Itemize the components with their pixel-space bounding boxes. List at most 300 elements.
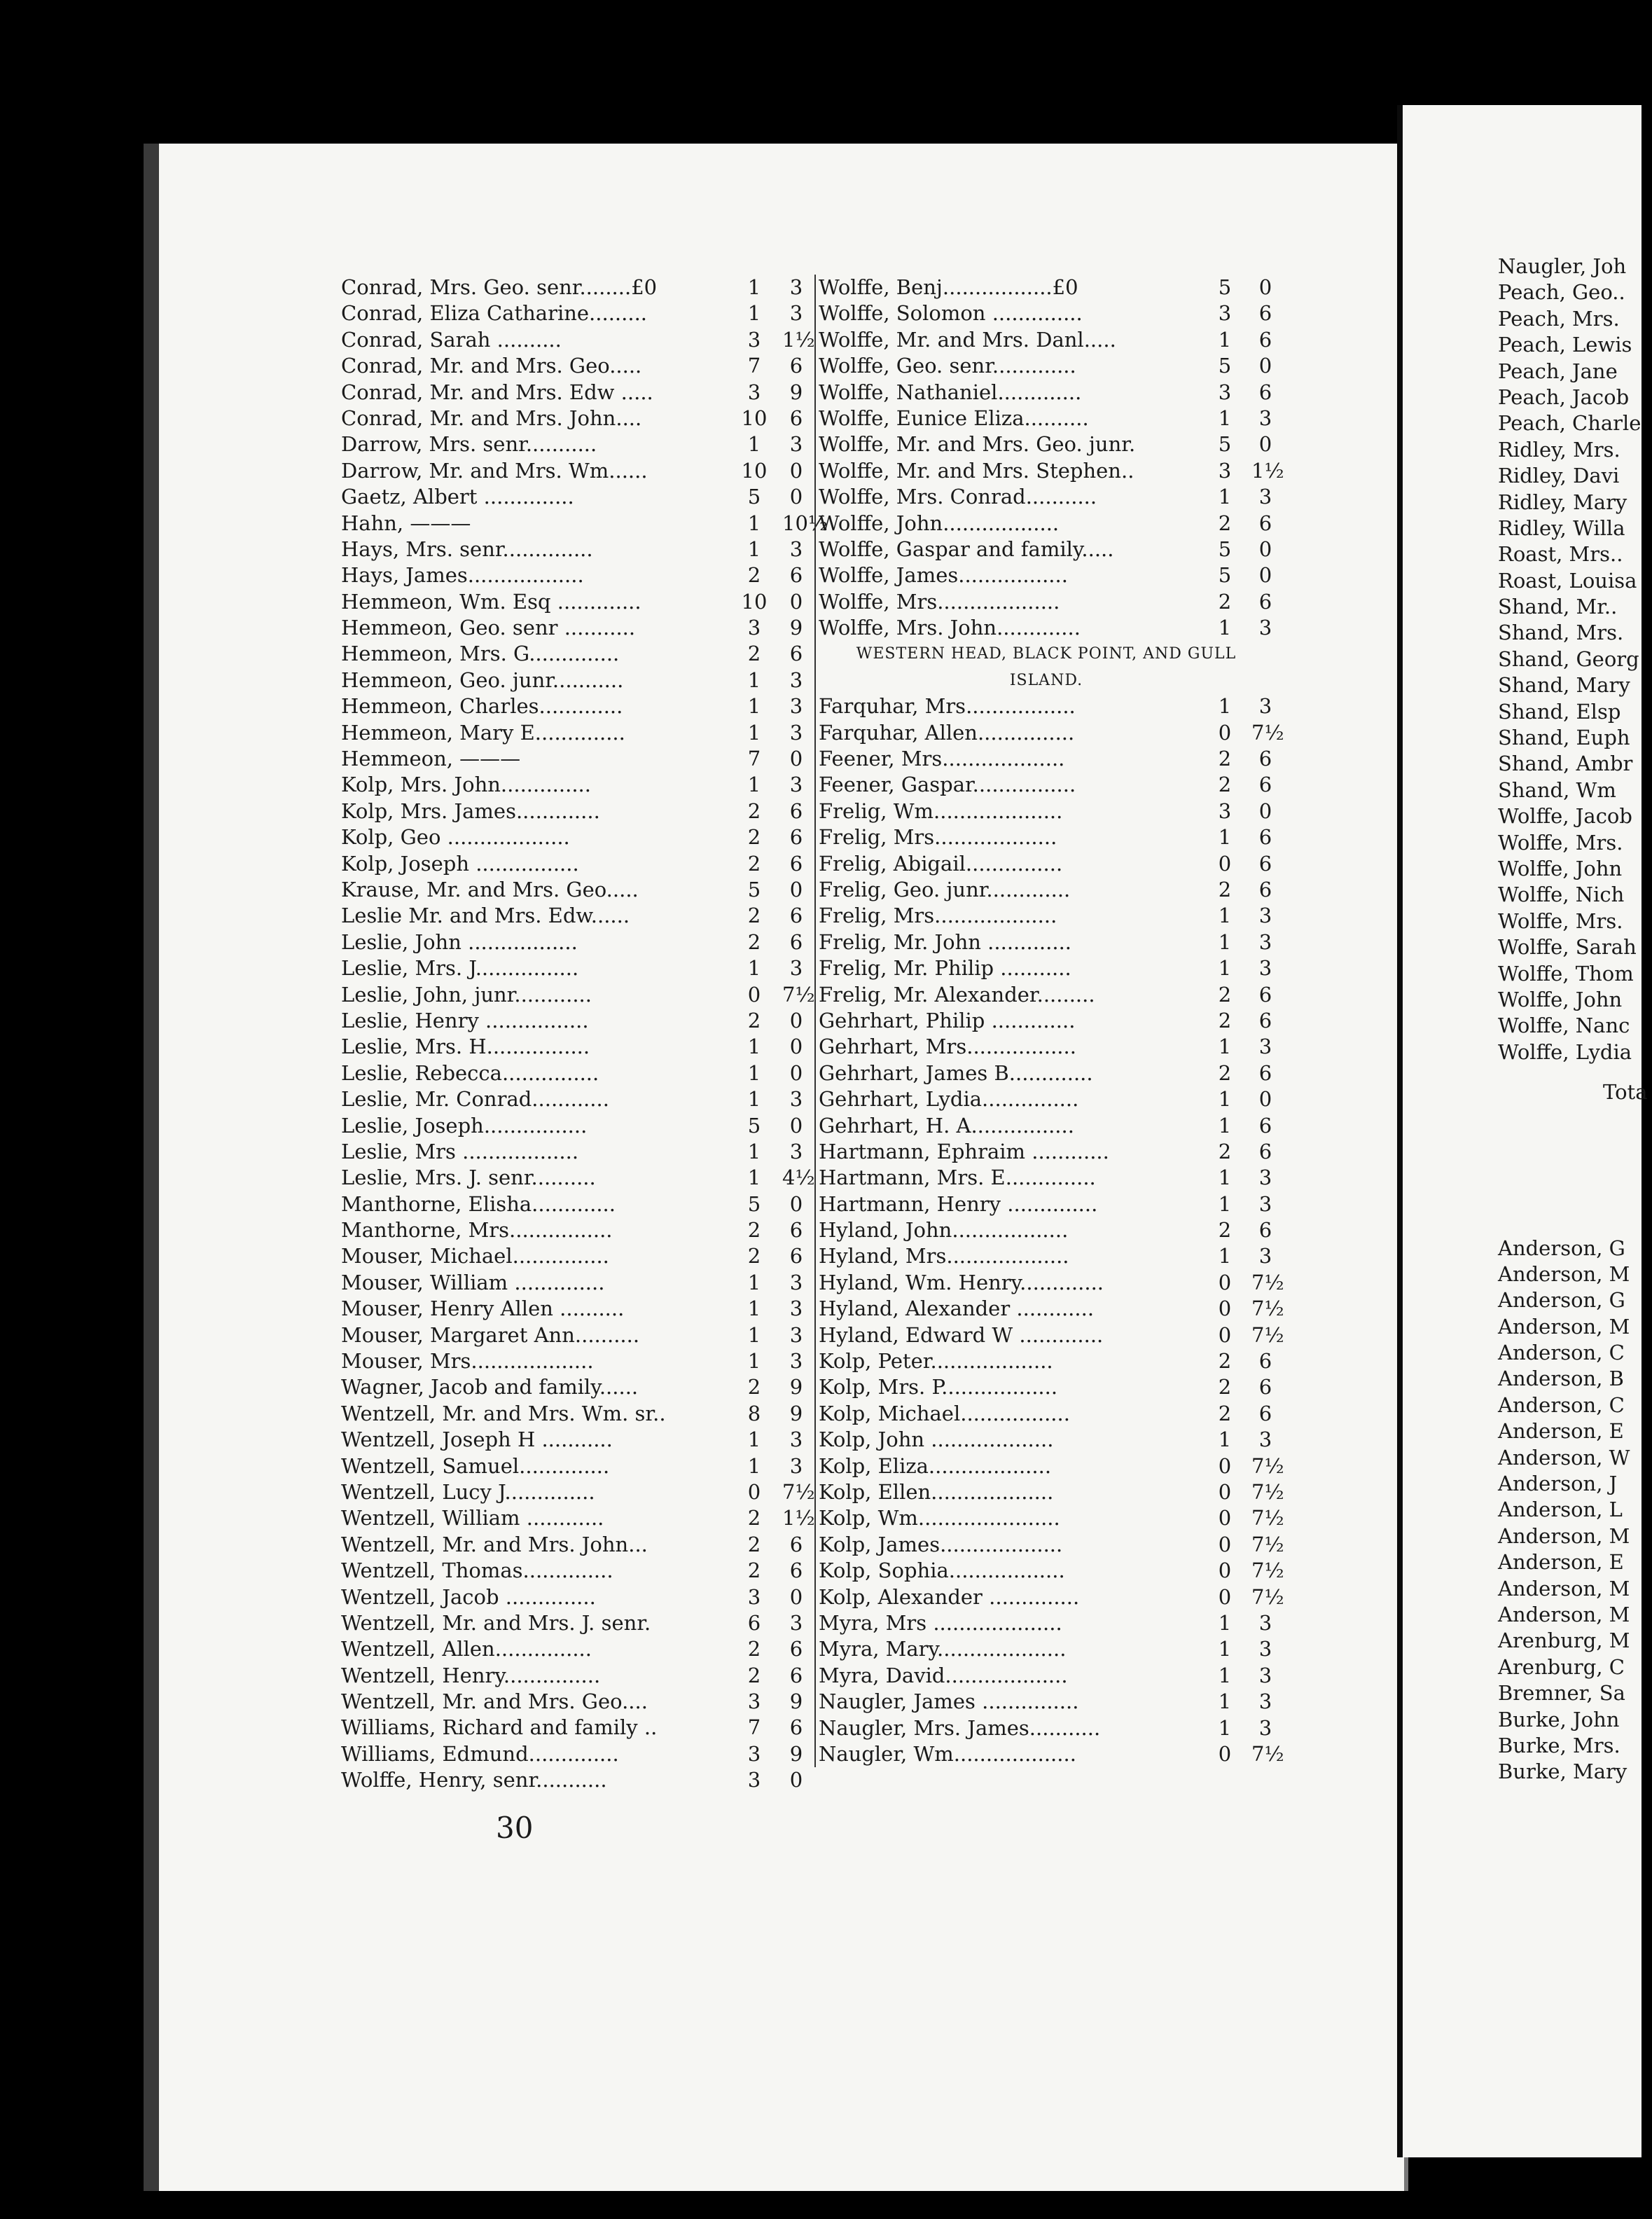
- facing-page-entry: Shand, Mary: [1498, 673, 1630, 698]
- subscriber-name: Conrad, Mrs. Geo. senr........£0: [341, 275, 658, 299]
- amount-shillings: 1: [1218, 825, 1232, 850]
- amount-pence: 3: [789, 1322, 803, 1347]
- amount-pence: 6: [789, 1218, 803, 1243]
- amount-shillings: 1: [1218, 1035, 1232, 1059]
- amount-shillings: 7: [747, 354, 761, 378]
- amount-shillings: 1: [1218, 904, 1232, 928]
- facing-page-entry: Shand, Mrs.: [1498, 621, 1624, 645]
- subscriber-name: Kolp, Michael.................: [819, 1401, 1070, 1425]
- spacer: [1498, 1106, 1652, 1236]
- amount-pence: 3: [789, 1610, 803, 1635]
- amount-shillings: 5: [747, 877, 761, 901]
- amount-pence: 0: [789, 1191, 803, 1216]
- amount-pence: 6: [789, 354, 803, 378]
- amount-shillings: 0: [1218, 1506, 1232, 1530]
- amount-shillings: 0: [747, 1479, 761, 1504]
- subscriber-name: Feener, Gaspar................: [819, 773, 1076, 797]
- amount-shillings: 1: [747, 1166, 761, 1190]
- amount-pence: 6: [1258, 1401, 1272, 1425]
- amount-shillings: 1: [747, 694, 761, 719]
- list-item: [819, 772, 1274, 798]
- facing-page-entry: Anderson, J: [1498, 1472, 1618, 1496]
- list-item: [819, 1348, 1274, 1374]
- amount-pence: 6: [1258, 1139, 1272, 1163]
- amount-pence: 3: [789, 1428, 803, 1452]
- amount-shillings: 5: [1218, 354, 1232, 378]
- subscriber-name: Darrow, Mr. and Mrs. Wm......: [341, 458, 648, 483]
- amount-shillings: 1: [747, 1322, 761, 1347]
- list-item: [819, 1505, 1284, 1531]
- subscriber-name: Myra, David...................: [819, 1663, 1068, 1687]
- amount-pence: 3: [789, 668, 803, 692]
- subscriber-name: Wolffe, Eunice Eliza..........: [819, 406, 1089, 430]
- amount-pence: 6: [789, 799, 803, 823]
- amount-shillings: 2: [1218, 511, 1232, 535]
- amount-shillings: 8: [747, 1401, 761, 1425]
- subscriber-name: Wentzell, Mr. and Mrs. John...: [341, 1532, 648, 1556]
- list-item: [819, 1453, 1284, 1479]
- amount-pence: 0: [1258, 563, 1272, 588]
- amount-pence: 6: [789, 642, 803, 666]
- amount-pence: 3: [789, 537, 803, 561]
- amount-pence: 1½: [1251, 458, 1284, 483]
- subscriber-name: Gehrhart, H. A................: [819, 1113, 1074, 1138]
- list-item: [819, 982, 1274, 1008]
- subscriber-name: Wolffe, Benj.................£0: [819, 275, 1078, 299]
- amount-shillings: 1: [1218, 1663, 1232, 1687]
- amount-shillings: 1: [747, 1349, 761, 1374]
- subscriber-name: Leslie, Rebecca...............: [341, 1060, 599, 1085]
- amount-shillings: 1: [1218, 1610, 1232, 1635]
- amount-shillings: 2: [747, 563, 761, 588]
- amount-shillings: 1: [1218, 1087, 1232, 1112]
- amount-pence: 3: [789, 1139, 803, 1163]
- facing-page-entry: Shand, Elsp: [1498, 699, 1621, 724]
- amount-pence: 0: [789, 1060, 803, 1085]
- list-item: [819, 1479, 1284, 1505]
- list-item: [819, 327, 1274, 353]
- amount-pence: 0: [789, 1768, 803, 1792]
- amount-shillings: 2: [1218, 982, 1232, 1007]
- subscriber-name: Kolp, Mrs. James.............: [341, 799, 600, 823]
- amount-pence: 3: [789, 1087, 803, 1112]
- amount-shillings: 1: [1218, 1113, 1232, 1138]
- amount-shillings: 0: [1218, 1532, 1232, 1556]
- facing-page-entry: Shand, Wm: [1498, 777, 1616, 802]
- facing-page-entry: Burke, Mary: [1498, 1760, 1627, 1784]
- amount-pence: 7½: [1251, 1506, 1284, 1530]
- subscriber-name: Wolffe, Mr. and Mrs. Stephen..: [819, 458, 1134, 483]
- amount-shillings: 1: [747, 668, 761, 692]
- amount-shillings: 2: [747, 1663, 761, 1687]
- amount-shillings: 2: [747, 1532, 761, 1556]
- subscriber-name: Frelig, Mrs...................: [819, 904, 1057, 928]
- list-item: [819, 1191, 1274, 1217]
- facing-page-entry: Anderson, G: [1498, 1236, 1625, 1260]
- amount-shillings: 0: [1218, 1558, 1232, 1583]
- amount-shillings: 1: [1218, 1166, 1232, 1190]
- amount-shillings: 0: [1218, 851, 1232, 876]
- list-item: [819, 1741, 1284, 1767]
- amount-pence: 6: [1258, 327, 1272, 352]
- amount-shillings: 2: [747, 1008, 761, 1032]
- facing-page-entry: Burke, Mrs.: [1498, 1733, 1620, 1757]
- amount-shillings: 1: [747, 301, 761, 326]
- facing-page-entry: Wolffe, Nanc: [1498, 1014, 1630, 1038]
- list-item: [819, 877, 1274, 903]
- amount-pence: 7½: [1251, 720, 1284, 745]
- amount-shillings: 1: [1218, 327, 1232, 352]
- amount-shillings: 5: [1218, 432, 1232, 457]
- list-item: [819, 537, 1274, 562]
- amount-pence: 3: [789, 1349, 803, 1374]
- amount-shillings: 0: [1218, 1479, 1232, 1504]
- amount-shillings: 10: [741, 589, 768, 614]
- amount-pence: 0: [789, 458, 803, 483]
- subscriber-name: Naugler, James ...............: [819, 1689, 1079, 1714]
- amount-shillings: 0: [1218, 1584, 1232, 1609]
- facing-page-entry: Anderson, M: [1498, 1314, 1630, 1339]
- subscriber-name: Frelig, Mrs...................: [819, 825, 1057, 850]
- amount-pence: 3: [789, 1297, 803, 1321]
- subscriber-name: Wagner, Jacob and family......: [341, 1375, 639, 1399]
- list-item: [819, 1401, 1274, 1427]
- subscriber-name: Kolp, John ...................: [819, 1428, 1054, 1452]
- amount-shillings: 1: [1218, 1244, 1232, 1269]
- amount-shillings: 0: [747, 982, 761, 1007]
- subscriber-name: Frelig, Mr. Alexander.........: [819, 982, 1095, 1007]
- list-item: [819, 1008, 1274, 1034]
- list-item: [819, 1060, 1274, 1086]
- subscriber-name: Wentzell, Jacob ..............: [341, 1584, 596, 1609]
- amount-shillings: 1: [747, 537, 761, 561]
- amount-shillings: 1: [747, 511, 761, 535]
- amount-shillings: 2: [1218, 1060, 1232, 1085]
- amount-shillings: 2: [1218, 1375, 1232, 1399]
- list-item: [819, 615, 1274, 641]
- list-item: [819, 799, 1274, 824]
- list-item: [819, 353, 1274, 379]
- amount-pence: 3: [1258, 616, 1272, 640]
- amount-shillings: 10: [741, 458, 768, 483]
- facing-page-entry: Peach, Jane: [1498, 359, 1618, 383]
- subscriber-name: Mouser, Henry Allen ..........: [341, 1297, 625, 1321]
- amount-pence: 0: [1258, 275, 1272, 299]
- amount-shillings: 1: [747, 1428, 761, 1452]
- subscriber-name: Leslie, Henry ................: [341, 1008, 589, 1032]
- facing-page-entry: Peach, Geo..: [1498, 280, 1625, 305]
- list-item: [819, 903, 1274, 929]
- amount-pence: 7½: [1251, 1479, 1284, 1504]
- amount-shillings: 2: [1218, 1218, 1232, 1243]
- amount-pence: 6: [789, 406, 803, 430]
- subscriber-name: Leslie, Mrs. J. senr..........: [341, 1166, 596, 1190]
- facing-page-entry: Arenburg, M: [1498, 1629, 1630, 1653]
- subscriber-name: Hyland, Mrs...................: [819, 1244, 1069, 1269]
- amount-shillings: 2: [747, 1218, 761, 1243]
- amount-pence: 9: [789, 380, 803, 404]
- amount-shillings: 1: [1218, 616, 1232, 640]
- amount-pence: 0: [789, 1113, 803, 1138]
- amount-pence: 9: [789, 1375, 803, 1399]
- list-item: [819, 1165, 1274, 1191]
- subscriber-name: Wolffe, Solomon ..............: [819, 301, 1083, 326]
- subscriber-name: Wolffe, Gaspar and family.....: [819, 537, 1114, 561]
- list-item: [819, 929, 1274, 955]
- subscriber-name: Hartmann, Mrs. E..............: [819, 1166, 1096, 1190]
- facing-page-entry: Roast, Mrs..: [1498, 542, 1623, 567]
- facing-page-entry: Ridley, Mrs.: [1498, 437, 1620, 462]
- facing-page-entry: Anderson, C: [1498, 1392, 1625, 1417]
- page-number: 30: [496, 1811, 534, 1845]
- facing-page-entry: Wolffe, Lydia: [1498, 1039, 1632, 1064]
- subscriber-name: Frelig, Wm....................: [819, 799, 1063, 823]
- subscriber-name: Wolffe, Henry, senr...........: [341, 1768, 607, 1792]
- subscriber-name: Hemmeon, Wm. Esq .............: [341, 589, 641, 614]
- subscriber-name: Kolp, Alexander ..............: [819, 1584, 1080, 1609]
- subscriber-name: Wolffe, Mrs. Conrad...........: [819, 485, 1097, 509]
- amount-pence: 3: [1258, 1244, 1272, 1269]
- amount-shillings: 2: [747, 1244, 761, 1269]
- amount-pence: 7½: [1251, 1741, 1284, 1766]
- amount-shillings: 1: [1218, 1428, 1232, 1452]
- facing-page-entry: Peach, Charle: [1498, 411, 1641, 436]
- amount-pence: 6: [1258, 851, 1272, 876]
- list-item: [819, 1243, 1274, 1269]
- amount-pence: 7½: [1251, 1297, 1284, 1321]
- subscriber-name: Mouser, Mrs...................: [341, 1349, 594, 1374]
- amount-shillings: 3: [1218, 799, 1232, 823]
- amount-shillings: 1: [747, 432, 761, 457]
- amount-pence: 3: [1258, 1191, 1272, 1216]
- amount-pence: 6: [1258, 825, 1272, 850]
- amount-shillings: 3: [747, 616, 761, 640]
- subscriber-name: Hemmeon, Charles.............: [341, 694, 623, 719]
- amount-shillings: 7: [747, 1715, 761, 1740]
- amount-pence: 7½: [1251, 1322, 1284, 1347]
- amount-pence: 0: [789, 1008, 803, 1032]
- subscriber-name: Wentzell, Samuel..............: [341, 1453, 610, 1478]
- amount-shillings: 1: [1218, 929, 1232, 954]
- amount-pence: 0: [789, 485, 803, 509]
- list-item: [819, 458, 1284, 484]
- subscriber-name: Leslie, Mrs. J................: [341, 956, 579, 981]
- amount-pence: 3: [789, 956, 803, 981]
- subscriber-name: Wolffe, Geo. senr.............: [819, 354, 1076, 378]
- list-item: [819, 1584, 1284, 1610]
- amount-shillings: 1: [747, 1297, 761, 1321]
- subscriber-name: Kolp, Mrs. John..............: [341, 773, 591, 797]
- facing-page-entry: Anderson, C: [1498, 1341, 1625, 1365]
- amount-pence: 0: [1258, 354, 1272, 378]
- amount-shillings: 0: [1218, 1322, 1232, 1347]
- amount-shillings: 5: [1218, 537, 1232, 561]
- subscriber-name: Hartmann, Henry ..............: [819, 1191, 1098, 1216]
- facing-page-column: [1498, 254, 1652, 1785]
- amount-pence: 7½: [782, 982, 815, 1007]
- list-item: [819, 824, 1274, 850]
- facing-page-entry: Wolffe, Thom: [1498, 961, 1634, 986]
- facing-page-entry: Anderson, G: [1498, 1288, 1625, 1313]
- amount-shillings: 3: [747, 380, 761, 404]
- facing-page-entry: Shand, Euph: [1498, 726, 1630, 750]
- amount-pence: 9: [789, 616, 803, 640]
- amount-shillings: 1: [747, 956, 761, 981]
- amount-pence: 3: [789, 301, 803, 326]
- amount-shillings: 1: [1218, 485, 1232, 509]
- subscriber-name: Kolp, Peter...................: [819, 1349, 1053, 1374]
- subscriber-name: Hemmeon, Geo. senr ...........: [341, 616, 636, 640]
- list-item: [819, 1322, 1284, 1348]
- facing-page-entry: Arenburg, C: [1498, 1654, 1625, 1679]
- amount-shillings: 2: [747, 799, 761, 823]
- amount-pence: 0: [1258, 799, 1272, 823]
- subscriber-name: Hyland, Edward W .............: [819, 1322, 1104, 1347]
- subscriber-name: Leslie, Mrs ..................: [341, 1139, 579, 1163]
- amount-pence: 6: [789, 1663, 803, 1687]
- list-item: [819, 1296, 1284, 1322]
- subscriber-name: Naugler, Wm...................: [819, 1741, 1076, 1766]
- amount-pence: 6: [1258, 1349, 1272, 1374]
- amount-shillings: 2: [747, 1506, 761, 1530]
- subscriber-name: Hemmeon, ———: [341, 747, 521, 771]
- amount-pence: 1½: [782, 327, 815, 352]
- list-item: [819, 1139, 1274, 1165]
- subscriber-name: Frelig, Mr. Philip ...........: [819, 956, 1071, 981]
- amount-shillings: 1: [747, 773, 761, 797]
- amount-pence: 6: [1258, 1375, 1272, 1399]
- subscriber-name: Hyland, John..................: [819, 1218, 1069, 1243]
- facing-page-entry: Wolffe, Mrs.: [1498, 830, 1623, 855]
- amount-pence: 3: [1258, 1166, 1272, 1190]
- list-item: [819, 746, 1274, 772]
- list-item: [819, 955, 1274, 981]
- amount-pence: 7½: [1251, 1584, 1284, 1609]
- list-item: [819, 589, 1274, 615]
- subscription-list-right-column: [814, 275, 1284, 1767]
- amount-pence: 6: [789, 1244, 803, 1269]
- amount-pence: 6: [1258, 878, 1272, 901]
- subscriber-name: Kolp, Eliza...................: [819, 1453, 1052, 1478]
- facing-page-entry: Wolffe, Sarah: [1498, 935, 1637, 960]
- amount-pence: 3: [1258, 406, 1272, 430]
- subscriber-name: Wolffe, Mr. and Mrs. Geo. junr.: [819, 432, 1136, 457]
- facing-page-entry: Anderson, E: [1498, 1419, 1624, 1444]
- amount-pence: 0: [1258, 537, 1272, 561]
- amount-pence: 6: [789, 1637, 803, 1661]
- subscriber-name: Hyland, Wm. Henry.............: [819, 1270, 1104, 1294]
- facing-page-entry: Anderson, M: [1498, 1261, 1630, 1286]
- amount-pence: 6: [1258, 773, 1272, 797]
- subscriber-name: Kolp, Geo ...................: [341, 825, 570, 850]
- amount-pence: 3: [789, 773, 803, 797]
- subscriber-name: Leslie, John, junr............: [341, 982, 592, 1007]
- amount-shillings: 1: [1218, 1191, 1232, 1216]
- amount-shillings: 2: [1218, 1401, 1232, 1425]
- subscriber-name: Farquhar, Mrs.................: [819, 694, 1076, 719]
- subscriber-name: Williams, Richard and family ..: [341, 1715, 658, 1740]
- amount-shillings: 2: [1218, 747, 1232, 771]
- subscriber-name: Frelig, Mr. John .............: [819, 929, 1071, 954]
- amount-shillings: 0: [1218, 720, 1232, 745]
- amount-pence: 6: [1258, 1060, 1272, 1085]
- subscriber-name: Krause, Mr. and Mrs. Geo.....: [341, 877, 639, 901]
- subscriber-name: Hyland, Alexander ............: [819, 1297, 1095, 1321]
- subscriber-name: Hemmeon, Mary E..............: [341, 720, 625, 745]
- amount-pence: 3: [789, 1270, 803, 1294]
- subscriber-name: Williams, Edmund..............: [341, 1741, 619, 1766]
- facing-page-entry: Peach, Mrs.: [1498, 306, 1620, 331]
- amount-pence: 6: [789, 929, 803, 954]
- amount-shillings: 1: [747, 1060, 761, 1085]
- facing-page-entry: Wolffe, John: [1498, 856, 1623, 880]
- amount-pence: 3: [1258, 1663, 1272, 1687]
- facing-page-entry: Shand, Georg: [1498, 647, 1639, 671]
- subscriber-name: Feener, Mrs...................: [819, 747, 1065, 771]
- list-item: [819, 1034, 1274, 1060]
- list-item: [819, 1689, 1274, 1715]
- list-item: [819, 1086, 1274, 1112]
- subscriber-name: Leslie, Mr. Conrad............: [341, 1087, 609, 1112]
- facing-page-entry: Anderson, L: [1498, 1498, 1623, 1522]
- list-item: [819, 1610, 1274, 1636]
- amount-pence: 6: [789, 904, 803, 928]
- amount-shillings: 2: [1218, 1008, 1232, 1032]
- list-item: [819, 1374, 1274, 1400]
- amount-shillings: 1: [747, 1087, 761, 1112]
- subscriber-name: Gehrhart, Mrs.................: [819, 1035, 1076, 1059]
- subscriber-name: Wolffe, Nathaniel.............: [819, 380, 1082, 404]
- subscriber-name: Wolffe, Mrs...................: [819, 589, 1060, 614]
- list-item: [819, 1270, 1284, 1296]
- subscriber-name: Gehrhart, Lydia...............: [819, 1087, 1079, 1112]
- facing-page-entry: Ridley, Mary: [1498, 490, 1627, 514]
- amount-shillings: 5: [1218, 275, 1232, 299]
- facing-page-entry: Wolffe, Jacob: [1498, 804, 1632, 829]
- amount-pence: 6: [1258, 1008, 1272, 1032]
- amount-pence: 6: [1258, 589, 1272, 614]
- facing-page-entry: Burke, John: [1498, 1707, 1620, 1731]
- amount-shillings: 2: [747, 904, 761, 928]
- subscriber-name: Hays, Mrs. senr..............: [341, 537, 593, 561]
- amount-pence: 9: [789, 1401, 803, 1425]
- amount-shillings: 2: [1218, 1139, 1232, 1163]
- facing-page-entry: Wolffe, Mrs.: [1498, 908, 1623, 933]
- facing-page-entry: Anderson, E: [1498, 1550, 1624, 1575]
- amount-shillings: 2: [1218, 773, 1232, 797]
- amount-pence: 3: [1258, 1610, 1272, 1635]
- amount-shillings: 0: [1218, 1297, 1232, 1321]
- subscriber-name: Gaetz, Albert ..............: [341, 485, 574, 509]
- subscriber-name: Wentzell, Lucy J..............: [341, 1479, 595, 1504]
- amount-shillings: 1: [1218, 1689, 1232, 1714]
- subscriber-name: Myra, Mary....................: [819, 1637, 1067, 1661]
- facing-page-entry: Naugler, Joh: [1498, 254, 1627, 278]
- amount-shillings: 2: [747, 825, 761, 850]
- amount-shillings: 10: [741, 406, 768, 430]
- list-item: [819, 1532, 1284, 1558]
- subscriber-name: Leslie Mr. and Mrs. Edw......: [341, 904, 630, 928]
- amount-shillings: 1: [747, 1453, 761, 1478]
- amount-pence: 6: [1258, 747, 1272, 771]
- amount-shillings: 1: [747, 720, 761, 745]
- facing-page-entry: Wolffe, Nich: [1498, 883, 1625, 907]
- subscriber-name: Hemmeon, Mrs. G..............: [341, 642, 620, 666]
- facing-page-entry: Shand, Ambr: [1498, 752, 1633, 776]
- subscriber-name: Wentzell, Thomas..............: [341, 1558, 613, 1583]
- amount-pence: 3: [789, 694, 803, 719]
- subscriber-name: Wolffe, Mr. and Mrs. Danl.....: [819, 327, 1116, 352]
